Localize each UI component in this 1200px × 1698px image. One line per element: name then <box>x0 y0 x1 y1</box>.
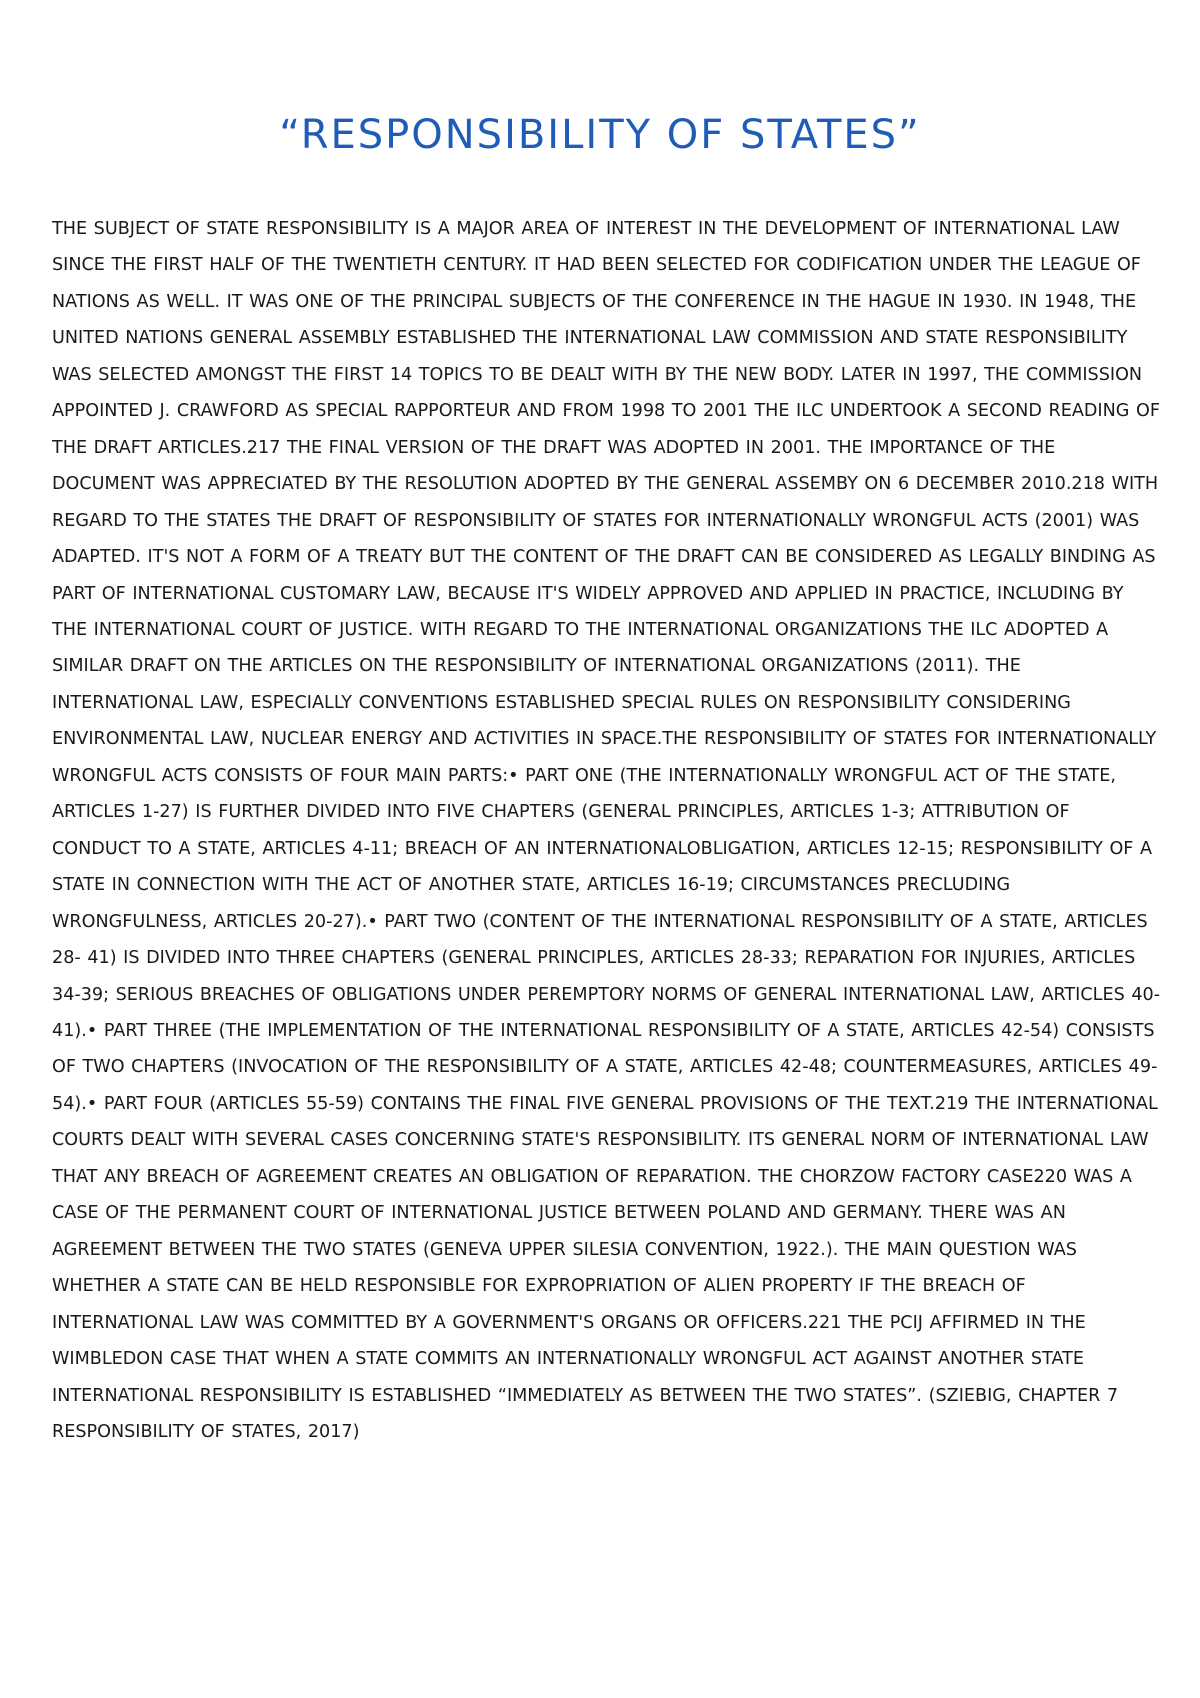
body-paragraph: THE SUBJECT OF STATE RESPONSIBILITY IS A MAJOR AREA OF INTEREST IN THE DEVELOPMENT OF INTERNATIONAL LAW SINCE THE FIRST HALF OF THE TWENTIETH CENTURY. IT HAD BEEN SELECTED FOR CODIFICATION UNDER THE LEAGUE OF NATIONS AS WELL. IT WAS ONE OF THE PRINCIPAL SUBJECTS OF THE CONFERENCE IN THE HAGUE IN 1930. IN 1948, THE UNITED NATIONS GENERAL ASSEMBLY ESTABLISHED THE INTERNATIONAL LAW COMMISSION AND STATE RESPONSIBILITY WAS SELECTED AMONGST THE FIRST 14 TOPICS TO BE DEALT WITH BY THE NEW BODY. LATER IN 1997, THE COMMISSION APPOINTED J. CRAWFORD AS SPECIAL RAPPORTEUR AND FROM 1998 TO 2001 THE ILC UNDERTOOK A SECOND READING OF THE DRAFT ARTICLES.217 THE FINAL VERSION OF THE DRAFT WAS ADOPTED IN 2001. THE IMPORTANCE OF THE DOCUMENT WAS APPRECIATED BY THE RESOLUTION ADOPTED BY THE GENERAL ASSEMBY ON 6 DECEMBER 2010.218 WITH REGARD TO THE STATES THE DRAFT OF RESPONSIBILITY OF STATES FOR INTERNATIONALLY WRONGFUL ACTS (2001) WAS ADAPTED. IT'S NOT A FORM OF A TREATY BUT THE CONTENT OF THE DRAFT CAN BE CONSIDERED AS LEGALLY BINDING AS PART OF INTERNATIONAL CUSTOMARY LAW, BECAUSE IT'S WIDELY APPROVED AND APPLIED IN PRACTICE, INCLUDING BY THE INTERNATIONAL COURT OF JUSTICE. WITH REGARD TO THE INTERNATIONAL ORGANIZATIONS THE ILC ADOPTED A SIMILAR DRAFT ON THE ARTICLES ON THE RESPONSIBILITY OF INTERNATIONAL ORGANIZATIONS (2011). THE INTERNATIONAL LAW, ESPECIALLY CONVENTIONS ESTABLISHED SPECIAL RULES ON RESPONSIBILITY CONSIDERING ENVIRONMENTAL LAW, NUCLEAR ENERGY AND ACTIVITIES IN SPACE.THE RESPONSIBILITY OF STATES FOR INTERNATIONALLY WRONGFUL ACTS CONSISTS OF FOUR MAIN PARTS:• PART ONE (THE INTERNATIONALLY WRONGFUL ACT OF THE STATE, ARTICLES 1-27) IS FURTHER DIVIDED INTO FIVE CHAPTERS (GENERAL PRINCIPLES, ARTICLES 1-3; ATTRIBUTION OF CONDUCT TO A STATE, ARTICLES 4-11; BREACH OF AN INTERNATIONALOBLIGATION, ARTICLES 12-15; RESPONSIBILITY OF A STATE IN CONNECTION WITH THE ACT OF ANOTHER STATE, ARTICLES 16-19; CIRCUMSTANCES PRECLUDING WRONGFULNESS, ARTICLES 20-27).• PART TWO (CONTENT OF THE INTERNATIONAL RESPONSIBILITY OF A STATE, ARTICLES 28- 41) IS DIVIDED INTO THREE CHAPTERS (GENERAL PRINCIPLES, ARTICLES 28-33; REPARATION FOR INJURIES, ARTICLES 34-39; SERIOUS BREACHES OF OBLIGATIONS UNDER PEREMPTORY NORMS OF GENERAL INTERNATIONAL LAW, ARTICLES 40-41).• PART THREE (THE IMPLEMENTATION OF THE INTERNATIONAL RESPONSIBILITY OF A STATE, ARTICLES 42-54) CONSISTS OF TWO CHAPTERS (INVOCATION OF THE RESPONSIBILITY OF A STATE, ARTICLES 42-48; COUNTERMEASURES, ARTICLES 49-54).• PART FOUR (ARTICLES 55-59) CONTAINS THE FINAL FIVE GENERAL PROVISIONS OF THE TEXT.219 THE INTERNATIONAL COURTS DEALT WITH SEVERAL CASES CONCERNING STATE'S RESPONSIBILITY. ITS GENERAL NORM OF INTERNATIONAL LAW THAT ANY BREACH OF AGREEMENT CREATES AN OBLIGATION OF REPARATION. THE CHORZOW FACTORY CASE220 WAS A CASE OF THE PERMANENT COURT OF INTERNATIONAL JUSTICE BETWEEN POLAND AND GERMANY. THERE WAS AN AGREEMENT BETWEEN THE TWO STATES (GENEVA UPPER SILESIA CONVENTION, 1922.). THE MAIN QUESTION WAS WHETHER A STATE CAN BE HELD RESPONSIBLE FOR EXPROPRIATION OF ALIEN PROPERTY IF THE BREACH OF INTERNATIONAL LAW WAS COMMITTED BY A GOVERNMENT'S ORGANS OR OFFICERS.221 THE PCIJ AFFIRMED IN THE WIMBLEDON CASE THAT WHEN A STATE COMMITS AN INTERNATIONALLY WRONGFUL ACT AGAINST ANOTHER STATE INTERNATIONAL RESPONSIBILITY IS ESTABLISHED “IMMEDIATELY AS BETWEEN THE TWO STATES”. (SZIEBIG, CHAPTER 7 RESPONSIBILITY OF STATES, 2017) <box>52 219 1161 1442</box>
page-title: “RESPONSIBILITY OF STATES” <box>279 112 921 158</box>
